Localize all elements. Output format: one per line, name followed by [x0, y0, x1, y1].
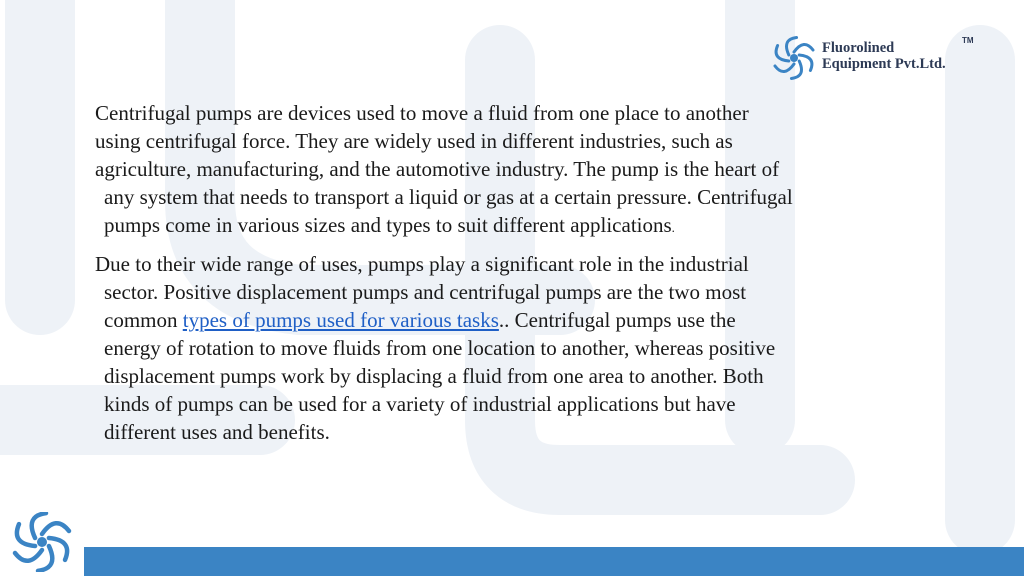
trademark-symbol: TM: [962, 36, 974, 45]
paragraph1-line1: Centrifugal pumps are devices used to move a fluid from one place to another: [95, 101, 749, 125]
paragraph1-line5: [95, 211, 955, 242]
paragraph2-line3-prefix: common: [104, 308, 183, 332]
paragraph2-line3-suffix: .. Centrifugal pumps use the: [498, 308, 736, 332]
paragraph-pump-uses: [95, 250, 955, 446]
paragraph1-line5-period: .: [671, 220, 675, 235]
paragraph2-line4: energy of rotation to move fluids from one location to another, whereas positive: [104, 336, 776, 360]
company-name-line2: Equipment Pvt.Ltd.: [822, 56, 946, 72]
paragraph2-line5: displacement pumps work by displacing a fluid from one area to another. Both: [104, 364, 764, 388]
paragraph-centrifugal-pumps: [95, 99, 955, 242]
paragraph1-line2: using centrifugal force. They are widely used in different industries, such as: [95, 129, 733, 153]
paragraph1-line5-text: pumps come in various sizes and types to suit different applications: [104, 213, 672, 237]
types-of-pumps-link[interactable]: types of pumps used for various tasks: [182, 308, 499, 332]
footer-swirl-icon: [12, 512, 72, 572]
paragraph2-line3: [95, 306, 955, 334]
company-name: [822, 40, 946, 72]
footer-bar: [84, 547, 1024, 576]
paragraph2-line7: different uses and benefits.: [104, 420, 330, 444]
main-content: [95, 99, 955, 446]
paragraph2-line1: Due to their wide range of uses, pumps play a significant role in the industrial: [95, 252, 749, 276]
company-logo: [772, 34, 972, 82]
paragraph1-line3: agriculture, manufacturing, and the automotive industry. The pump is the heart of: [95, 157, 780, 181]
paragraph2-line6: kinds of pumps can be used for a variety of industrial applications but have: [104, 392, 736, 416]
paragraph1-line4: any system that needs to transport a liquid or gas at a certain pressure. Centrifugal: [104, 185, 793, 209]
paragraph2-line2: sector. Positive displacement pumps and centrifugal pumps are the two most: [104, 280, 747, 304]
swirl-pump-icon: [772, 36, 816, 80]
company-name-line1: Fluorolined: [822, 40, 895, 56]
